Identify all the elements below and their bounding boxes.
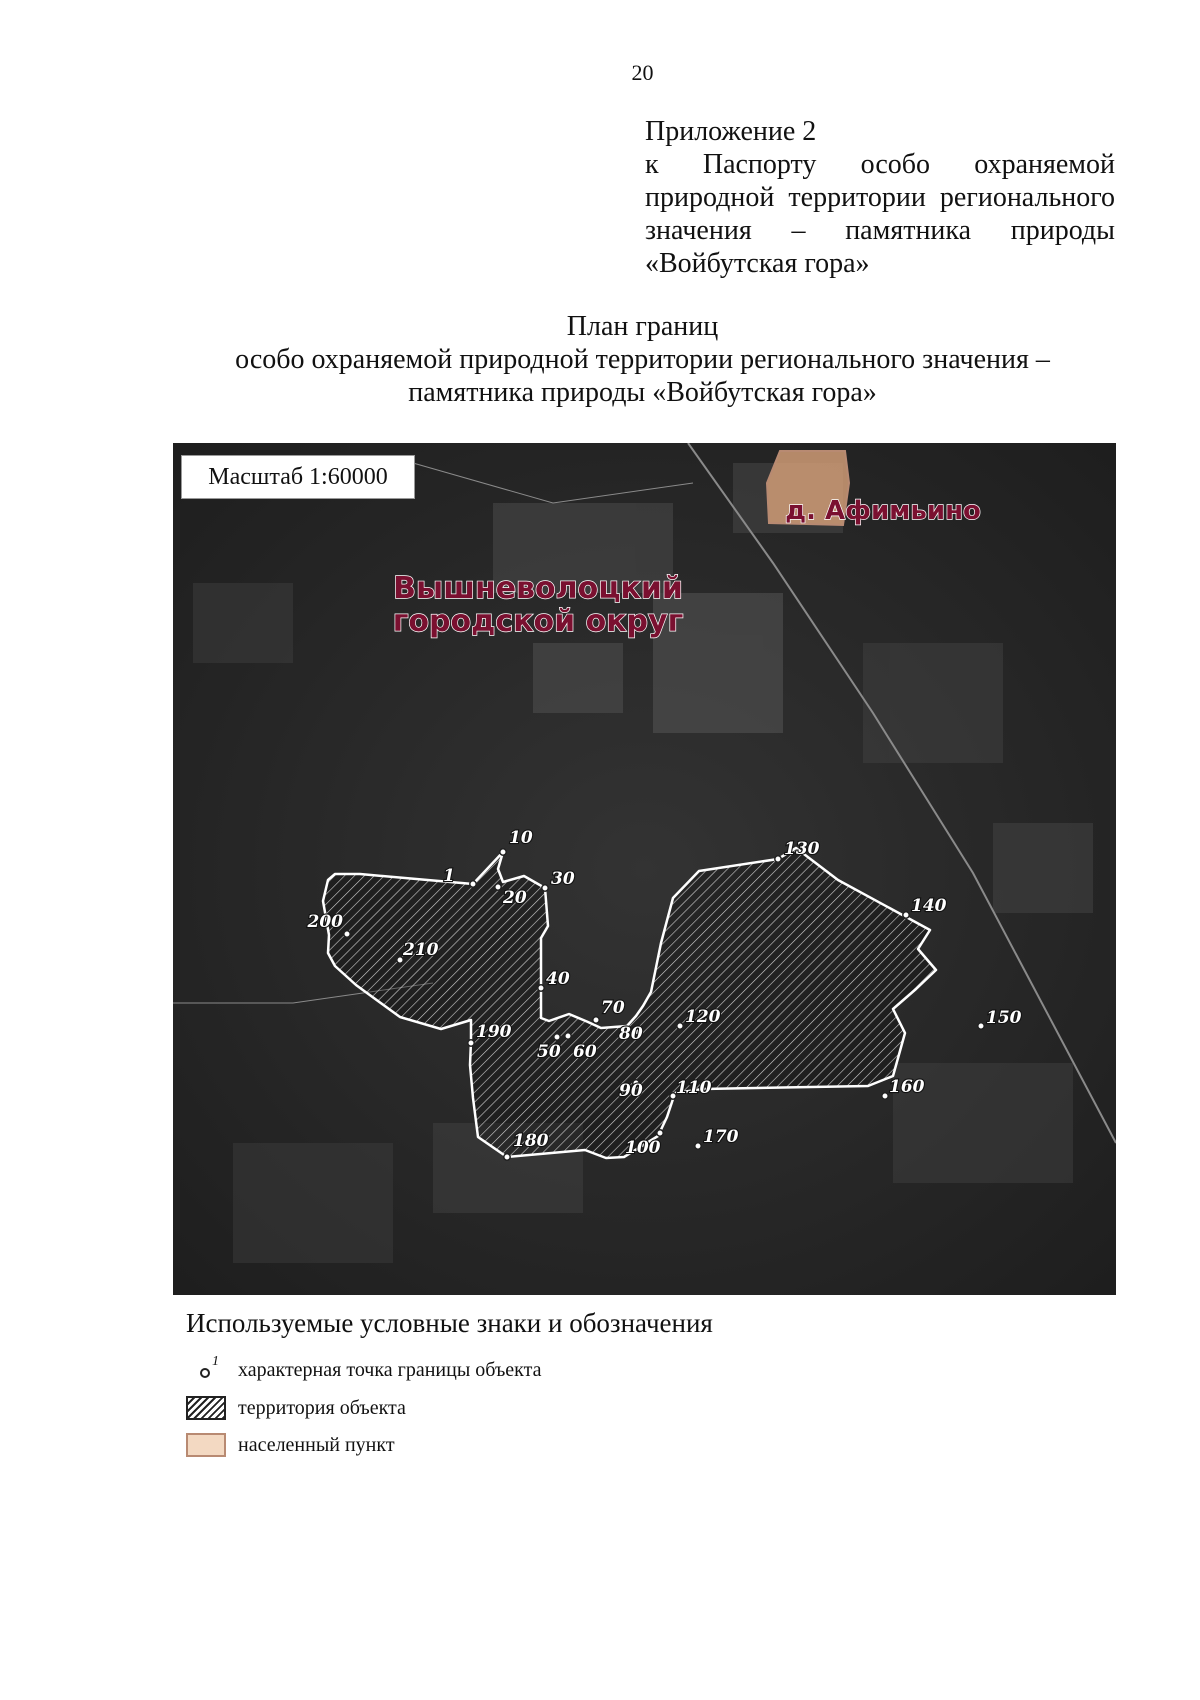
boundary-point-marker	[538, 985, 544, 991]
boundary-point-marker	[495, 884, 501, 890]
legend-item-territory	[186, 1396, 406, 1420]
boundary-point-label: 140	[911, 896, 947, 916]
boundary-point-label: 30	[551, 869, 575, 889]
boundary-point-marker	[978, 1023, 984, 1029]
settlement-swatch-icon	[186, 1433, 226, 1457]
boundary-point-marker: 1	[212, 1354, 219, 1369]
legend-item-label: характерная точка границы объекта	[238, 1358, 542, 1381]
region-label-line: Вышневолоцкий	[393, 571, 683, 606]
boundary-point-marker	[470, 881, 476, 887]
boundary-point-label: 20	[503, 888, 527, 908]
boundary-point-label: 130	[784, 839, 820, 859]
plan-title-line: особо охраняемой природной территории регионального значения –	[235, 344, 1050, 375]
boundary-point-label: 90	[619, 1081, 643, 1101]
boundary-point-label: 200	[307, 912, 343, 932]
boundary-point-marker	[500, 849, 506, 855]
boundary-point-marker	[882, 1093, 888, 1099]
boundary-point-label: 50	[537, 1042, 561, 1062]
boundary-point-label: 170	[703, 1127, 739, 1147]
boundary-point-label: 190	[476, 1022, 512, 1042]
boundary-point-label: 1	[443, 866, 455, 886]
region-label	[393, 571, 684, 639]
appendix-line: природной территории регионального	[645, 182, 1115, 213]
boundary-point-marker	[344, 931, 350, 937]
legend-item-settlement	[186, 1433, 395, 1457]
boundary-map	[173, 443, 1116, 1295]
boundary-point-label: 40	[546, 969, 570, 989]
plan-title	[0, 310, 1200, 409]
plan-title-line: памятника природы «Войбутская гора»	[408, 377, 877, 408]
boundary-point-label: 10	[509, 828, 533, 848]
boundary-point-marker	[593, 1017, 599, 1023]
boundary-point-icon	[186, 1354, 226, 1382]
boundary-point-dot	[200, 1368, 210, 1378]
appendix-line: Приложение 2	[645, 116, 817, 147]
boundary-point-label: 160	[889, 1077, 925, 1097]
boundary-point-marker	[468, 1040, 474, 1046]
region-label-line: городской округ	[392, 604, 684, 639]
boundary-point-label: 120	[685, 1007, 721, 1027]
boundary-point-marker	[695, 1143, 701, 1149]
map-canvas	[173, 443, 1116, 1295]
boundary-point-label: 80	[619, 1024, 643, 1044]
scale-label: Масштаб 1:60000	[181, 455, 415, 499]
settlement-label: д. Афимьино	[785, 496, 981, 526]
boundary-point-label: 100	[625, 1138, 661, 1158]
boundary-point-marker	[657, 1130, 663, 1136]
boundary-point-marker	[565, 1033, 571, 1039]
boundary-point-marker	[542, 885, 548, 891]
page-number: 20	[631, 60, 654, 85]
boundary-point-label: 150	[986, 1008, 1022, 1028]
appendix-heading	[645, 115, 1115, 280]
legend-item-label: населенный пункт	[238, 1433, 395, 1456]
plan-title-line: План границ	[566, 311, 719, 342]
boundary-point-marker	[504, 1154, 510, 1160]
appendix-line: «Войбутская гора»	[645, 248, 870, 279]
hatched-area-icon	[186, 1396, 226, 1420]
appendix-line: значения – памятника природы	[645, 215, 1115, 246]
appendix-line: к Паспорту особо охраняемой	[645, 149, 1115, 180]
boundary-point-marker	[554, 1034, 560, 1040]
legend-item-label: территория объекта	[238, 1396, 406, 1419]
boundary-point-marker	[903, 912, 909, 918]
boundary-point-label: 210	[403, 940, 439, 960]
boundary-point-label: 110	[676, 1078, 712, 1098]
boundary-point-marker	[775, 856, 781, 862]
boundary-point-marker	[677, 1023, 683, 1029]
legend-item-boundary-point	[186, 1354, 542, 1382]
boundary-point-label: 70	[601, 998, 625, 1018]
boundary-point-label: 180	[513, 1131, 549, 1151]
boundary-point-label: 60	[573, 1042, 597, 1062]
legend-title: Используемые условные знаки и обозначения	[186, 1308, 713, 1338]
